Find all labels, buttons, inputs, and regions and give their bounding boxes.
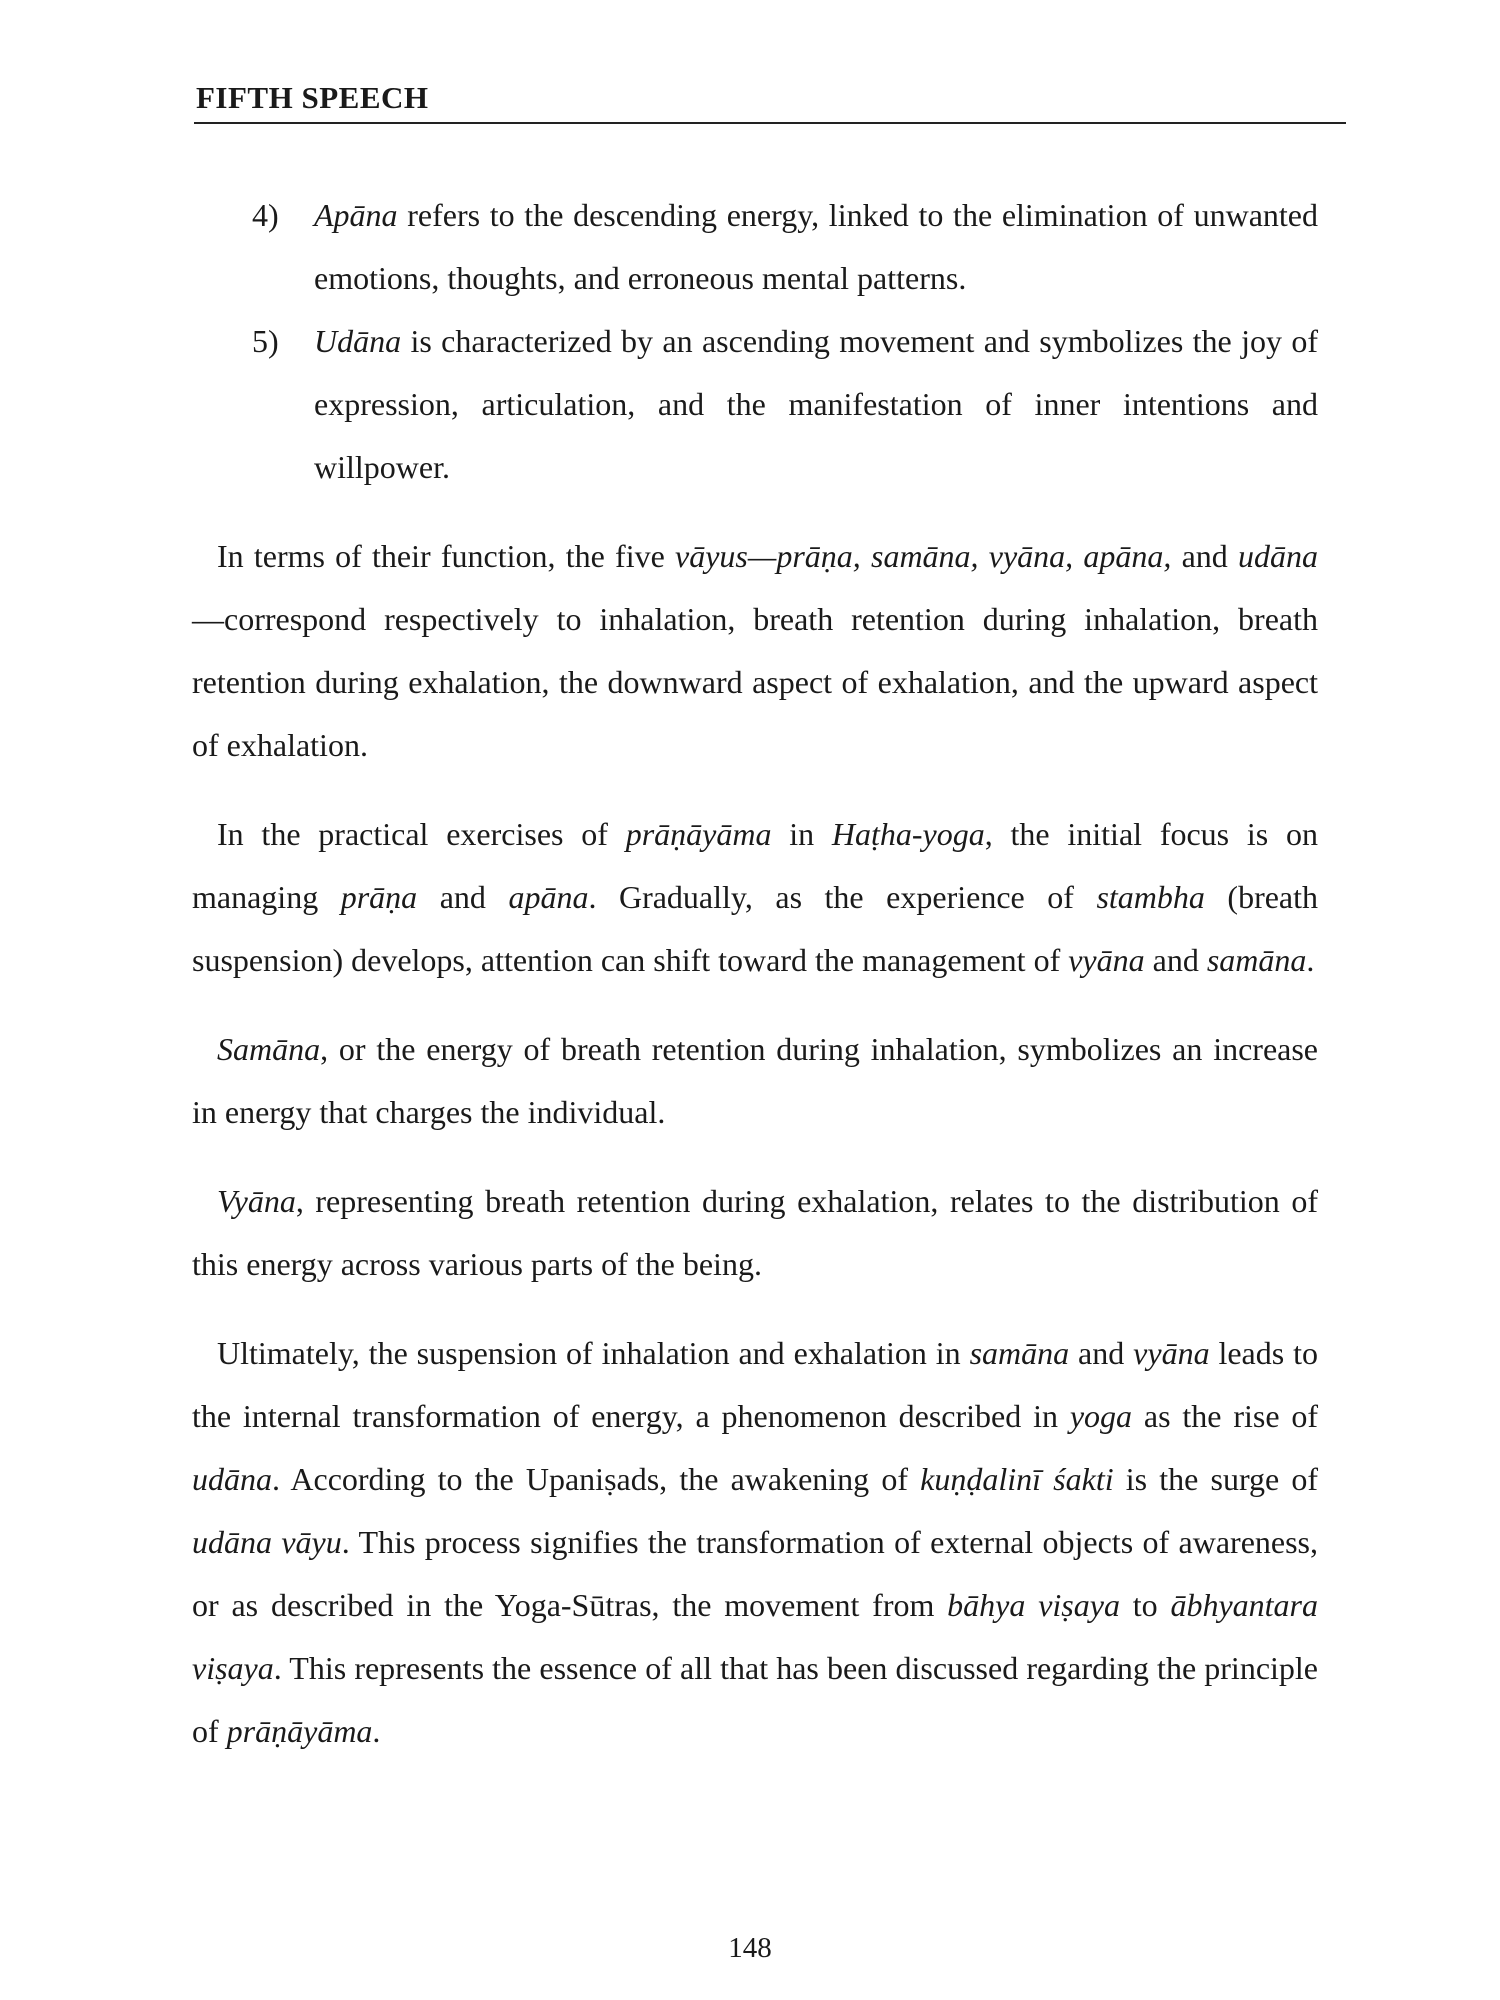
italic-term: vyāna	[1068, 942, 1145, 978]
text-run: , or the energy of breath retention during inhalation, symbolizes an increase in energy that charges the individual.	[192, 1031, 1318, 1130]
italic-term: kuṇḍalinī śakti	[920, 1461, 1114, 1497]
italic-term: samāna	[1206, 942, 1307, 978]
text-run: In the practical exercises of	[217, 816, 626, 852]
text-run: , the initial focus is on managing	[192, 816, 1319, 915]
text-run: —correspond respectively to inhalation, breath retention during inhalation, breath retention during exhalation, the downward aspect of exhalation, and the upward aspect of exhalation.	[192, 601, 1318, 763]
text-run: leads to the internal transformation of energy, a phenomenon described in	[192, 1335, 1319, 1434]
page-body	[192, 184, 1318, 1763]
text-run: .	[372, 1713, 381, 1749]
italic-term: udāna	[1238, 538, 1319, 574]
header-rule	[194, 122, 1346, 124]
text-run: and	[1171, 538, 1239, 574]
list-item-4	[192, 184, 1318, 310]
text-run: . According to the Upaniṣads, the awakening of	[272, 1461, 921, 1497]
page-number: 148	[728, 1932, 772, 1964]
text-run: . This process signifies the transformation of external objects of awareness, or as described in the Yoga-Sūtras, the movement from	[192, 1524, 1319, 1623]
paragraph-vayus-function	[192, 525, 1318, 777]
text-run: is characterized by an ascending movement and symbolizes the joy of expression, articulation, and the manifestation of inner intentions and willpower.	[314, 323, 1318, 485]
text-run: , representing breath retention during exhalation, relates to the distribution of this energy across various parts of the being.	[192, 1183, 1318, 1282]
text-run: and	[417, 879, 509, 915]
text-run: .	[1306, 942, 1315, 978]
text-run: as the rise of	[1132, 1398, 1319, 1434]
italic-term: prāṇāyāma	[625, 816, 772, 852]
list-number: 4)	[252, 197, 279, 233]
text-run: is the surge of	[1113, 1461, 1319, 1497]
paragraph-samana	[192, 1018, 1318, 1144]
italic-term: ābhyantara viṣaya	[192, 1587, 1318, 1686]
italic-term: Apāna	[314, 197, 398, 233]
paragraph-practical-exercises	[192, 803, 1318, 992]
text-run: (breath suspension) develops, attention can shift toward the management of	[192, 879, 1319, 978]
italic-term: stambha	[1096, 879, 1205, 915]
text-run: and	[1069, 1335, 1134, 1371]
italic-term: samāna	[969, 1335, 1070, 1371]
text-run: Ultimately, the suspension of inhalation and exhalation in	[217, 1335, 970, 1371]
list-item-text	[314, 323, 1318, 485]
text-run: to	[1119, 1587, 1171, 1623]
italic-term: yoga	[1069, 1398, 1133, 1434]
text-run: . This represents the essence of all that has been discussed regarding the principle of	[192, 1650, 1318, 1749]
running-header: FIFTH SPEECH	[196, 80, 429, 115]
paragraph-ultimately	[192, 1322, 1318, 1763]
italic-term: Udāna	[314, 323, 402, 359]
italic-term: udāna	[192, 1461, 272, 1497]
italic-term: Vyāna	[217, 1183, 296, 1219]
text-run: In terms of their function, the five	[217, 538, 676, 574]
italic-term: Samāna	[217, 1031, 321, 1067]
list-item-5	[192, 310, 1318, 499]
italic-term: prāṇāyāma	[226, 1713, 373, 1749]
list-item-text	[314, 197, 1318, 296]
text-run: in	[771, 816, 832, 852]
text-run: refers to the descending energy, linked to the elimination of unwanted emotions, thoughts, and erroneous mental patterns.	[314, 197, 1318, 296]
italic-term: apāna	[508, 879, 589, 915]
italic-term: udāna vāyu	[192, 1524, 342, 1560]
italic-term: bāhya viṣaya	[947, 1587, 1120, 1623]
italic-term: prāṇa	[340, 879, 418, 915]
list-number: 5)	[252, 323, 279, 359]
text-run: . Gradually, as the experience of	[588, 879, 1097, 915]
italic-term: vyāna	[1133, 1335, 1210, 1371]
text-run: and	[1144, 942, 1207, 978]
italic-term: vāyus—prāṇa, samāna, vyāna, apāna,	[675, 538, 1172, 574]
paragraph-vyana	[192, 1170, 1318, 1296]
italic-term: Haṭha-yoga	[831, 816, 985, 852]
